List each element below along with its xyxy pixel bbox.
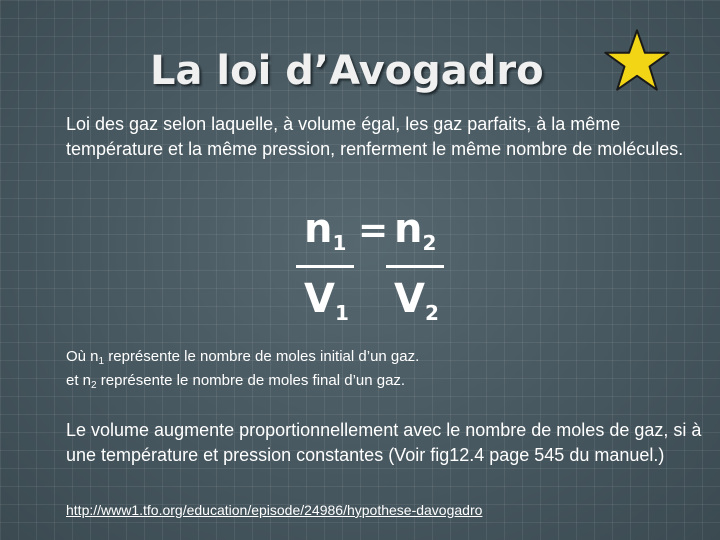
fraction-bar-right — [386, 265, 444, 268]
star-icon — [604, 28, 670, 92]
formula-v1: $V_1$ — [304, 276, 349, 325]
conclusion-text: Le volume augmente proportionnellement avec le nombre de moles de gaz, si à une température et pression constantes (Voir fig12.4 page 545 du manuel.) — [66, 420, 702, 465]
formula-equals: = — [358, 210, 389, 251]
formula-n2: $n_2$ — [394, 206, 437, 255]
note-n1: Où $n_1$ représente le nombre de moles initial d’un gaz. — [66, 348, 420, 367]
note-n2: et $n_2$ représente le nombre de moles final d’un gaz. — [66, 372, 406, 391]
definition-text: Loi des gaz selon laquelle, à volume égal, les gaz parfaits, à la même température et la même pression, renferment le même nombre de molécules. — [66, 114, 684, 159]
formula-v2: $V_2$ — [394, 276, 439, 325]
fraction-bar-left — [296, 265, 354, 268]
avogadro-formula — [296, 205, 456, 335]
formula-n1: $n_1$ — [304, 206, 347, 255]
slide-title: La loi d’Avogadro — [150, 48, 544, 94]
reference-link[interactable]: http://www1.tfo.org/education/episode/24986/hypothese-davogadro — [66, 502, 483, 518]
